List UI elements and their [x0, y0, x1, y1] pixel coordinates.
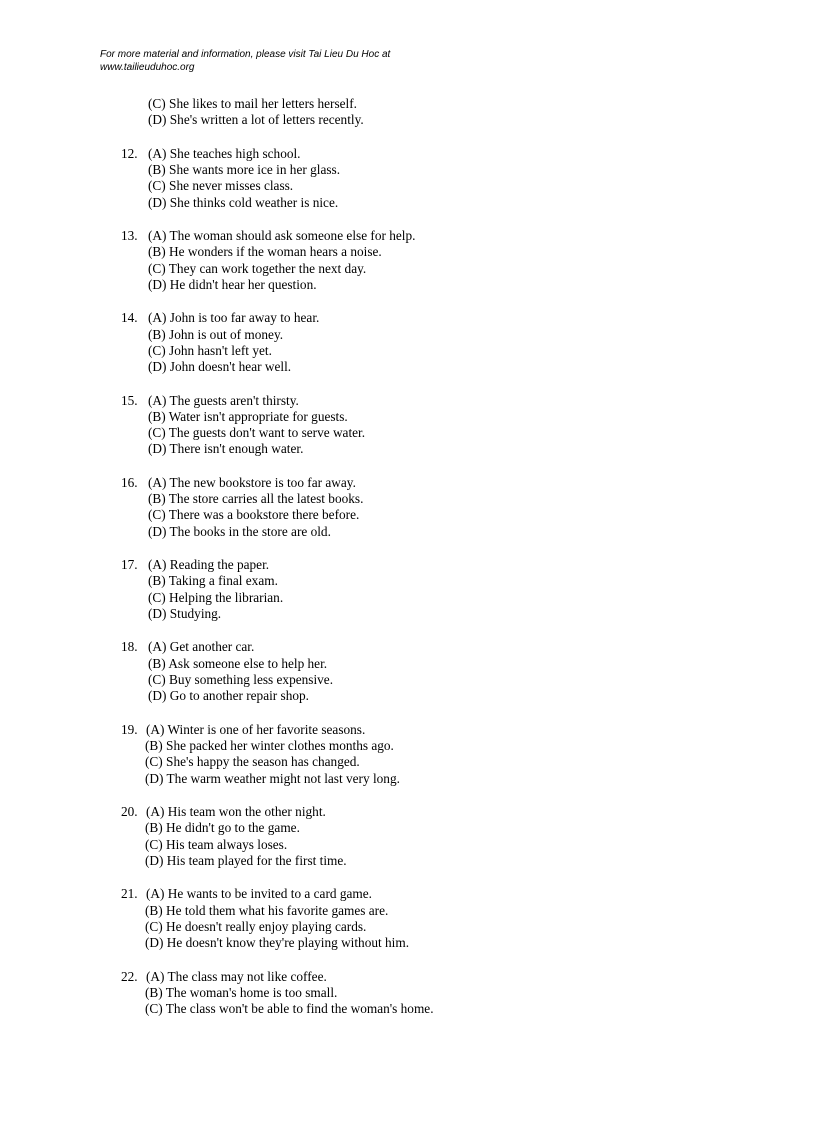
option-a: (A) Get another car.: [148, 639, 255, 655]
option-d: (D) His team played for the first time.: [145, 852, 347, 868]
option-a: (A) He wants to be invited to a card game.: [146, 886, 372, 902]
option-b: (B) Water isn't appropriate for guests.: [148, 408, 348, 424]
question-11-continued: [121, 96, 434, 129]
option-b: (B) John is out of money.: [148, 326, 284, 342]
option-a: (A) The new bookstore is too far away.: [148, 474, 356, 490]
header-url: www.tailieuduhoc.org: [100, 62, 195, 73]
option-d: (D) She's written a lot of letters recently.: [148, 112, 364, 128]
question-18: [121, 639, 434, 704]
question-13: [121, 228, 434, 293]
question-16: [121, 475, 434, 540]
option-d: (D) Studying.: [148, 605, 222, 621]
option-b: (B) He wonders if the woman hears a noise.: [148, 244, 382, 260]
option-a: (A) The woman should ask someone else for help.: [148, 227, 416, 243]
option-c: (C) They can work together the next day.: [148, 260, 367, 276]
question-list: [121, 96, 434, 1034]
header-line-1: For more material and information, please visit Tai Lieu Du Hoc at: [100, 49, 391, 60]
option-b: (B) He didn't go to the game.: [145, 820, 300, 836]
question-number: 13.: [121, 227, 138, 243]
question-number: 15.: [121, 392, 138, 408]
option-d: (D) The books in the store are old.: [148, 523, 331, 539]
option-d: (D) He didn't hear her question.: [148, 276, 317, 292]
option-c: (C) She likes to mail her letters herself.: [148, 96, 357, 111]
option-b: (B) He told them what his favorite games are.: [145, 902, 389, 918]
option-b: (B) Taking a final exam.: [148, 573, 278, 589]
option-b: (B) She packed her winter clothes months ago.: [145, 737, 394, 753]
option-d: (D) He doesn't know they're playing without him.: [145, 935, 410, 951]
question-number: 12.: [121, 145, 138, 161]
option-a: (A) His team won the other night.: [146, 803, 326, 819]
question-14: [121, 310, 434, 375]
option-a: (A) Winter is one of her favorite seasons.: [146, 721, 366, 737]
question-21: [121, 886, 434, 951]
option-b: (B) She wants more ice in her glass.: [148, 161, 341, 177]
option-d: (D) The warm weather might not last very long.: [145, 770, 400, 786]
question-number: 20.: [121, 803, 138, 819]
option-a: (A) John is too far away to hear.: [148, 310, 320, 326]
option-a: (A) She teaches high school.: [148, 145, 301, 161]
option-c: (C) John hasn't left yet.: [148, 342, 272, 358]
option-b: (B) The woman's home is too small.: [145, 984, 338, 1000]
option-d: (D) She thinks cold weather is nice.: [148, 194, 339, 210]
question-12: [121, 146, 434, 211]
question-number: 21.: [121, 886, 138, 902]
question-22: [121, 969, 434, 1018]
option-a: (A) The guests aren't thirsty.: [148, 392, 299, 408]
option-d: (D) Go to another repair shop.: [148, 688, 309, 704]
question-20: [121, 804, 434, 869]
option-c: (C) There was a bookstore there before.: [148, 507, 360, 523]
question-number: 18.: [121, 639, 138, 655]
question-19: [121, 722, 434, 787]
option-c: (C) The guests don't want to serve water.: [148, 425, 366, 441]
question-15: [121, 393, 434, 458]
option-a: (A) Reading the paper.: [148, 557, 270, 573]
option-c: (C) He doesn't really enjoy playing cards.: [145, 918, 367, 934]
option-d: (D) John doesn't hear well.: [148, 359, 292, 375]
question-17: [121, 557, 434, 622]
option-c: (C) Buy something less expensive.: [148, 671, 334, 687]
option-c: (C) She's happy the season has changed.: [145, 754, 360, 770]
question-number: 19.: [121, 721, 138, 737]
option-c: (C) Helping the librarian.: [148, 589, 284, 605]
option-c: (C) She never misses class.: [148, 178, 294, 194]
question-number: 17.: [121, 557, 138, 573]
option-a: (A) The class may not like coffee.: [146, 968, 327, 984]
option-b: (B) The store carries all the latest books.: [148, 491, 364, 507]
page-header: [100, 48, 390, 74]
question-number: 16.: [121, 474, 138, 490]
question-number: 22.: [121, 968, 138, 984]
question-number: 14.: [121, 310, 138, 326]
option-c: (C) His team always loses.: [145, 836, 288, 852]
option-d: (D) There isn't enough water.: [148, 441, 304, 457]
option-c: (C) The class won't be able to find the woman's home.: [145, 1001, 434, 1017]
option-b: (B) Ask someone else to help her.: [148, 655, 328, 671]
